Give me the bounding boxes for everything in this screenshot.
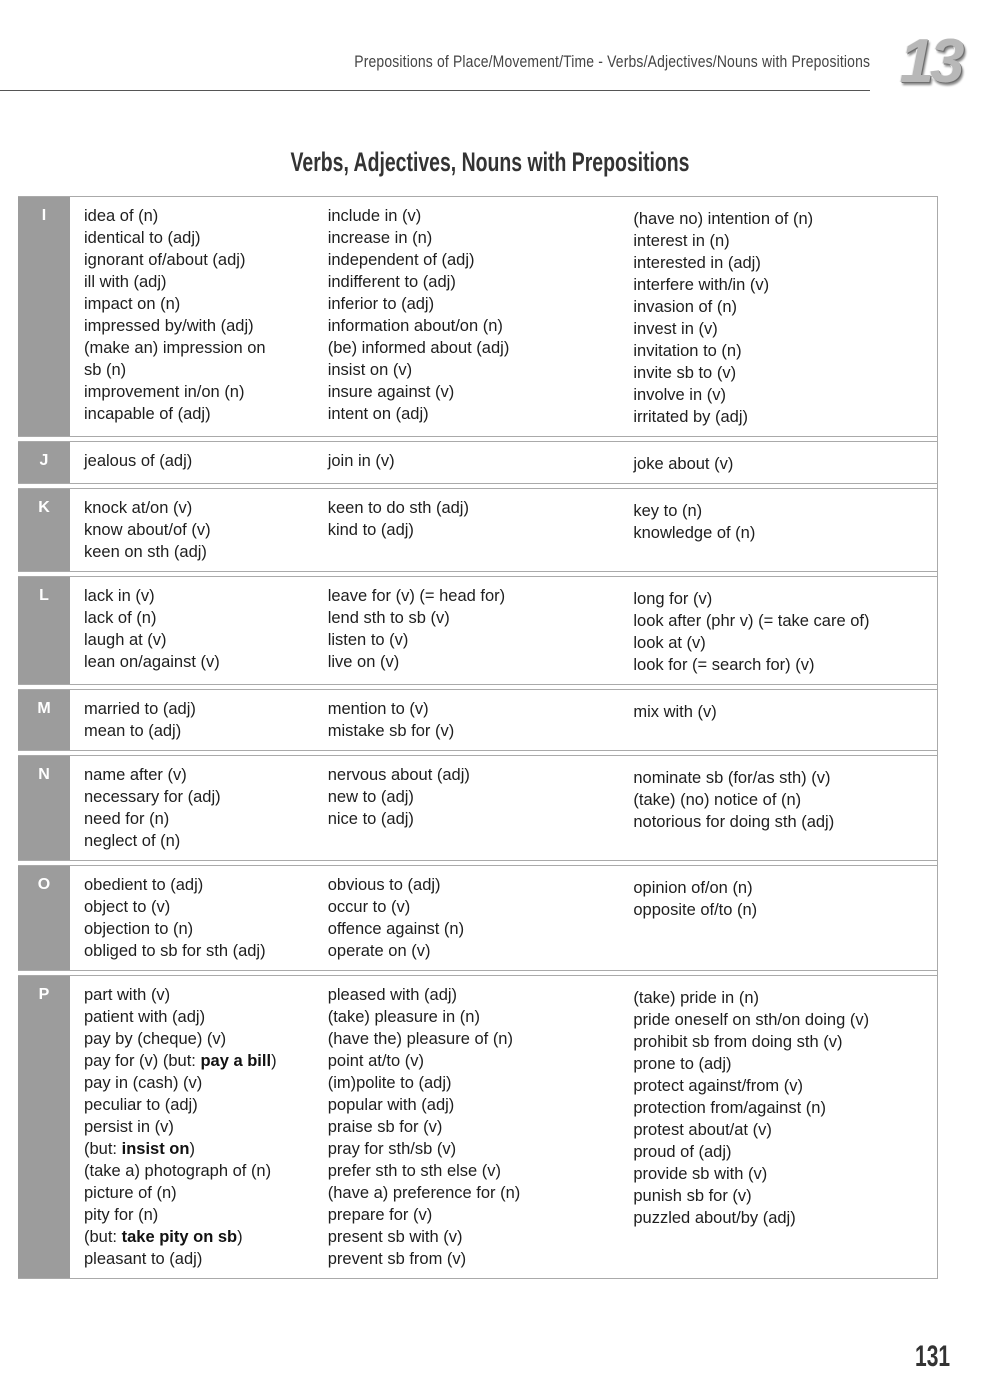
vocabulary-entry: pay by (cheque) (v) (84, 1030, 227, 1048)
vocabulary-entry: prefer sth to sth else (v) (327, 1162, 502, 1180)
vocabulary-entry: pay in (cash) (v) (84, 1074, 203, 1092)
vocabulary-entry: keen to do sth (adj) (327, 499, 469, 517)
vocabulary-entry: joke about (v) (633, 455, 734, 473)
vocabulary-entry: kind to (adj) (327, 521, 414, 539)
entry-column (70, 442, 314, 483)
entry-column (70, 976, 314, 1278)
vocabulary-entry: knock at/on (v) (84, 499, 193, 517)
letter-row-o (18, 865, 937, 971)
vocabulary-entry: sb (n) (84, 361, 127, 379)
vocabulary-entry: (have no) intention of (n) (633, 210, 814, 228)
vocabulary-entry: new to (adj) (327, 788, 414, 806)
vocabulary-entry: protection from/against (n) (633, 1099, 826, 1117)
vocabulary-entry: mean to (adj) (84, 722, 182, 740)
vocabulary-entry: ill with (adj) (84, 273, 167, 291)
vocabulary-entry: nice to (adj) (327, 810, 414, 828)
vocabulary-entry: (but: insist on) (84, 1140, 195, 1158)
entry-column (619, 442, 937, 483)
vocabulary-entry: impressed by/with (adj) (84, 317, 254, 335)
vocabulary-entry: object to (v) (84, 898, 171, 916)
vocabulary-entry: leave for (v) (= head for) (327, 587, 506, 605)
entry-column (70, 489, 314, 571)
vocabulary-entry: nervous about (adj) (327, 766, 470, 784)
entry-column (314, 489, 620, 571)
vocabulary-table (18, 196, 938, 1279)
vocabulary-entry: obedient to (adj) (84, 876, 204, 894)
vocabulary-entry: prevent sb from (v) (327, 1250, 467, 1268)
vocabulary-entry: nominate sb (for/as sth) (v) (633, 769, 831, 787)
running-header: Prepositions of Place/Movement/Time - Verbs/Adjectives/Nouns with Prepositions (354, 52, 870, 71)
letter-label: L (18, 577, 70, 684)
letter-label: O (18, 866, 70, 970)
letter-row-k (18, 488, 937, 572)
letter-row-m (18, 689, 937, 751)
vocabulary-entry: look after (phr v) (= take care of) (633, 612, 870, 630)
vocabulary-entry: pleasant to (adj) (84, 1250, 203, 1268)
vocabulary-entry: mistake sb for (v) (327, 722, 455, 740)
entry-column (314, 197, 620, 436)
vocabulary-entry: notorious for doing sth (adj) (633, 813, 835, 831)
entry-column (70, 577, 314, 684)
vocabulary-entry: know about/of (v) (84, 521, 211, 539)
vocabulary-entry: objection to (n) (84, 920, 194, 938)
vocabulary-entry: keen on sth (adj) (84, 543, 207, 561)
vocabulary-entry: operate on (v) (327, 942, 431, 960)
vocabulary-entry: involve in (v) (633, 386, 726, 404)
letter-row-p (18, 975, 937, 1278)
vocabulary-entry: knowledge of (n) (633, 524, 756, 542)
vocabulary-entry: present sb with (v) (327, 1228, 463, 1246)
vocabulary-entry: offence against (n) (327, 920, 465, 938)
vocabulary-entry: pleased with (adj) (327, 986, 458, 1004)
vocabulary-entry: invest in (v) (633, 320, 718, 338)
vocabulary-entry: prepare for (v) (327, 1206, 433, 1224)
vocabulary-entry: pride oneself on sth/on doing (v) (633, 1011, 870, 1029)
vocabulary-entry: (im)polite to (adj) (327, 1074, 452, 1092)
vocabulary-entry: indifferent to (adj) (327, 273, 456, 291)
vocabulary-entry: impact on (n) (84, 295, 181, 313)
vocabulary-entry: lend sth to sb (v) (327, 609, 450, 627)
vocabulary-entry: punish sb for (v) (633, 1187, 752, 1205)
page-number: 131 (914, 1340, 950, 1373)
vocabulary-entry: irritated by (adj) (633, 408, 748, 426)
vocabulary-entry: popular with (adj) (327, 1096, 455, 1114)
vocabulary-entry: (take) (no) notice of (n) (633, 791, 802, 809)
vocabulary-entry: opposite of/to (n) (633, 901, 758, 919)
vocabulary-entry: interest in (n) (633, 232, 730, 250)
entry-column (619, 756, 937, 860)
vocabulary-entry: interested in (adj) (633, 254, 761, 272)
entry-column (314, 442, 620, 483)
vocabulary-entry: increase in (n) (327, 229, 433, 247)
vocabulary-entry: mention to (v) (327, 700, 429, 718)
vocabulary-entry: protect against/from (v) (633, 1077, 803, 1095)
vocabulary-entry: incapable of (adj) (84, 405, 211, 423)
vocabulary-entry: intent on (adj) (327, 405, 429, 423)
vocabulary-entry: look for (= search for) (v) (633, 656, 815, 674)
entry-column (619, 976, 937, 1278)
vocabulary-entry: point at/to (v) (327, 1052, 425, 1070)
unit-number-badge: 13 (899, 27, 961, 96)
entry-column (70, 690, 314, 750)
vocabulary-entry: protest about/at (v) (633, 1121, 772, 1139)
vocabulary-entry: need for (n) (84, 810, 170, 828)
vocabulary-entry: picture of (n) (84, 1184, 177, 1202)
vocabulary-entry: idea of (n) (84, 207, 159, 225)
entry-column (314, 866, 620, 970)
vocabulary-entry: invasion of (n) (633, 298, 737, 316)
vocabulary-entry: listen to (v) (327, 631, 409, 649)
vocabulary-entry: pray for sth/sb (v) (327, 1140, 457, 1158)
vocabulary-entry: information about/on (n) (327, 317, 503, 335)
vocabulary-entry: look at (v) (633, 634, 706, 652)
vocabulary-entry: lack in (v) (84, 587, 155, 605)
letter-label: P (18, 976, 70, 1278)
vocabulary-entry: occur to (v) (327, 898, 411, 916)
vocabulary-entry: (take) pride in (n) (633, 989, 759, 1007)
vocabulary-entry: independent of (adj) (327, 251, 475, 269)
letter-label: M (18, 690, 70, 750)
vocabulary-entry: puzzled about/by (adj) (633, 1209, 796, 1227)
vocabulary-entry: married to (adj) (84, 700, 196, 718)
vocabulary-entry: obliged to sb for sth (adj) (84, 942, 266, 960)
vocabulary-entry: persist in (v) (84, 1118, 174, 1136)
entry-column (619, 197, 937, 436)
vocabulary-entry: (have the) pleasure of (n) (327, 1030, 513, 1048)
vocabulary-entry: (be) informed about (adj) (327, 339, 510, 357)
vocabulary-entry: insist on (v) (327, 361, 413, 379)
vocabulary-entry: identical to (adj) (84, 229, 201, 247)
vocabulary-entry: invite sb to (v) (633, 364, 737, 382)
letter-label: N (18, 756, 70, 860)
vocabulary-entry: neglect of (n) (84, 832, 181, 850)
vocabulary-entry: insure against (v) (327, 383, 455, 401)
vocabulary-entry: pity for (n) (84, 1206, 159, 1224)
vocabulary-entry: peculiar to (adj) (84, 1096, 198, 1114)
entry-column (619, 690, 937, 750)
vocabulary-entry: inferior to (adj) (327, 295, 435, 313)
vocabulary-entry: interfere with/in (v) (633, 276, 770, 294)
entry-column (70, 197, 314, 436)
vocabulary-entry: join in (v) (327, 452, 395, 470)
vocabulary-entry: laugh at (v) (84, 631, 167, 649)
entry-column (314, 577, 620, 684)
letter-label: J (18, 442, 70, 483)
letter-label: I (18, 197, 70, 436)
entry-column (70, 866, 314, 970)
vocabulary-entry: pay for (v) (but: pay a bill) (84, 1052, 277, 1070)
vocabulary-entry: live on (v) (327, 653, 400, 671)
vocabulary-entry: (make an) impression on (84, 339, 266, 357)
vocabulary-entry: lack of (n) (84, 609, 157, 627)
entry-column (619, 866, 937, 970)
vocabulary-entry: ignorant of/about (adj) (84, 251, 246, 269)
entry-column (619, 489, 937, 571)
vocabulary-entry: opinion of/on (n) (633, 879, 753, 897)
vocabulary-entry: (take) pleasure in (n) (327, 1008, 480, 1026)
vocabulary-entry: long for (v) (633, 590, 713, 608)
vocabulary-entry: mix with (v) (633, 703, 717, 721)
letter-row-j (18, 441, 937, 484)
entry-column (314, 690, 620, 750)
vocabulary-entry: jealous of (adj) (84, 452, 193, 470)
letter-label: K (18, 489, 70, 571)
entry-column (314, 976, 620, 1278)
entry-column (314, 756, 620, 860)
vocabulary-entry: lean on/against (v) (84, 653, 220, 671)
letter-row-n (18, 755, 937, 861)
entry-column (70, 756, 314, 860)
section-title: Verbs, Adjectives, Nouns with Prepositions (290, 147, 690, 177)
vocabulary-entry: name after (v) (84, 766, 187, 784)
letter-row-l (18, 576, 937, 685)
vocabulary-entry: prone to (adj) (633, 1055, 732, 1073)
vocabulary-entry: key to (n) (633, 502, 703, 520)
vocabulary-entry: improvement in/on (n) (84, 383, 245, 401)
vocabulary-entry: proud of (adj) (633, 1143, 732, 1161)
entry-column (619, 577, 937, 684)
vocabulary-entry: (have a) preference for (n) (327, 1184, 521, 1202)
vocabulary-entry: patient with (adj) (84, 1008, 206, 1026)
vocabulary-entry: prohibit sb from doing sth (v) (633, 1033, 843, 1051)
vocabulary-entry: obvious to (adj) (327, 876, 441, 894)
vocabulary-entry: provide sb with (v) (633, 1165, 768, 1183)
vocabulary-entry: praise sb for (v) (327, 1118, 443, 1136)
vocabulary-entry: include in (v) (327, 207, 422, 225)
vocabulary-entry: (but: take pity on sb) (84, 1228, 243, 1246)
header-rule (0, 90, 870, 91)
vocabulary-entry: part with (v) (84, 986, 171, 1004)
vocabulary-entry: invitation to (n) (633, 342, 742, 360)
letter-row-i (18, 197, 937, 437)
vocabulary-entry: (take a) photograph of (n) (84, 1162, 272, 1180)
vocabulary-entry: necessary for (adj) (84, 788, 221, 806)
